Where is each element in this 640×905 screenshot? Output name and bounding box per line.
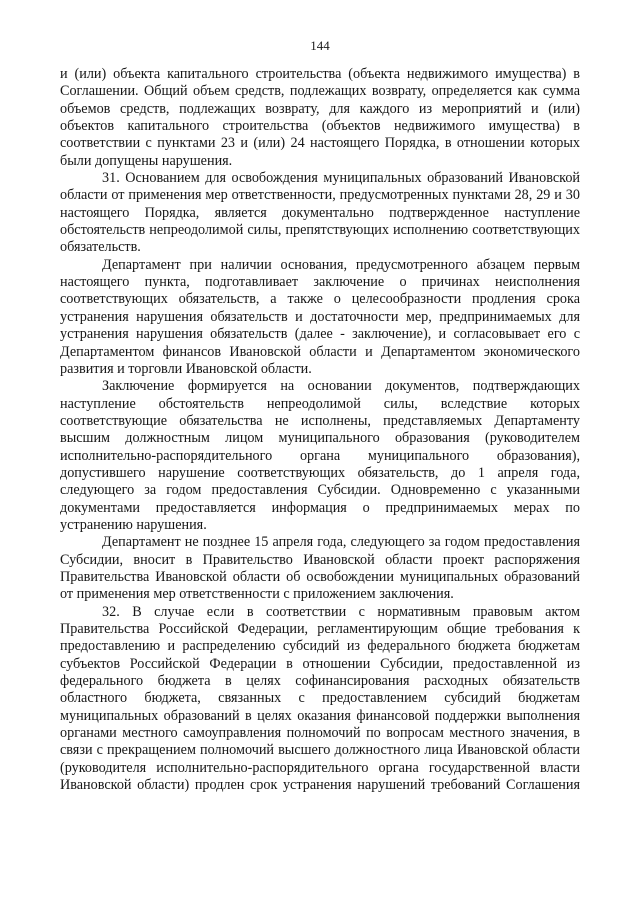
paragraph-conclusion-formation: Заключение формируется на основании документов, подтверждающих наступление обстоятельств непреодолимой силы, вследствие которых соответствующие обязательства не исполнены, представляемых Департаменту высшим должностным лицом муниципального образования (руководителем исполнительно-распорядительного органа муниципального образования), допустившего нарушение соответствующих обязательств, до 1 апреля года, следующего за годом предоставления Субсидии. Одновременно с указанными документами предоставляется информация о предпринимаемых мерах по устранению нарушения. xyxy=(60,378,580,533)
paragraph-department-deadline: Департамент не позднее 15 апреля года, следующего за годом предоставления Субсидии, вносит в Правительство Ивановской области проект распоряжения Правительства Ивановской области об освобождении муниципальных образований от применения мер ответственности с приложением заключения. xyxy=(60,534,580,603)
paragraph-continuation: и (или) объекта капитального строительства (объекта недвижимого имущества) в Соглашении. Общий объем средств, подлежащих возврату, определяется как сумма объемов средств, подлежащих возврату, для каждого из мероприятий и (или) объектов капитального строительства (объектов недвижимого имущества) в соответствии с пунктами 23 и (или) 24 настоящего Порядка, в отношении которых были допущены нарушения. xyxy=(60,66,580,169)
paragraph-department-conclusion: Департамент при наличии основания, предусмотренного абзацем первым настоящего пункта, подготавливает заключение о причинах неисполнения соответствующих обязательств, а также о целесообразности продления срока устранения нарушения обязательств и достаточности мер, предпринимаемых для устранения нарушения обязательств (далее - заключение), и согласовывает его с Департаментом финансов Ивановской области и Департаментом экономического развития и торговли Ивановской области. xyxy=(60,256,580,377)
document-body xyxy=(60,66,580,794)
page-number: 144 xyxy=(310,38,330,53)
paragraph-item-31: 31. Основанием для освобождения муниципальных образований Ивановской области от применения мер ответственности, предусмотренных пунктами 28, 29 и 30 настоящего Порядка, является документально подтвержденное наступление обстоятельств непреодолимой силы, препятствующих исполнению соответствующих обязательств. xyxy=(60,170,580,256)
paragraph-item-32: 32. В случае если в соответствии с нормативным правовым актом Правительства Российской Федерации, регламентирующим общие требования к предоставлению и распределению субсидий из федерального бюджета бюджетам субъектов Российской Федерации в отношении Субсидии, предоставленной из федерального бюджета в целях софинансирования расходных обязательств областного бюджета, связанных с предоставлением субсидий бюджетам муниципальных образований в целях оказания финансовой поддержки выполнения органами местного самоуправления полномочий по вопросам местного значения, в связи с прекращением полномочий высшего должностного лица Ивановской области (руководителя исполнительно-распорядительного органа государственной власти Ивановской области) продлен срок устранения нарушений требований Соглашения xyxy=(60,603,580,794)
